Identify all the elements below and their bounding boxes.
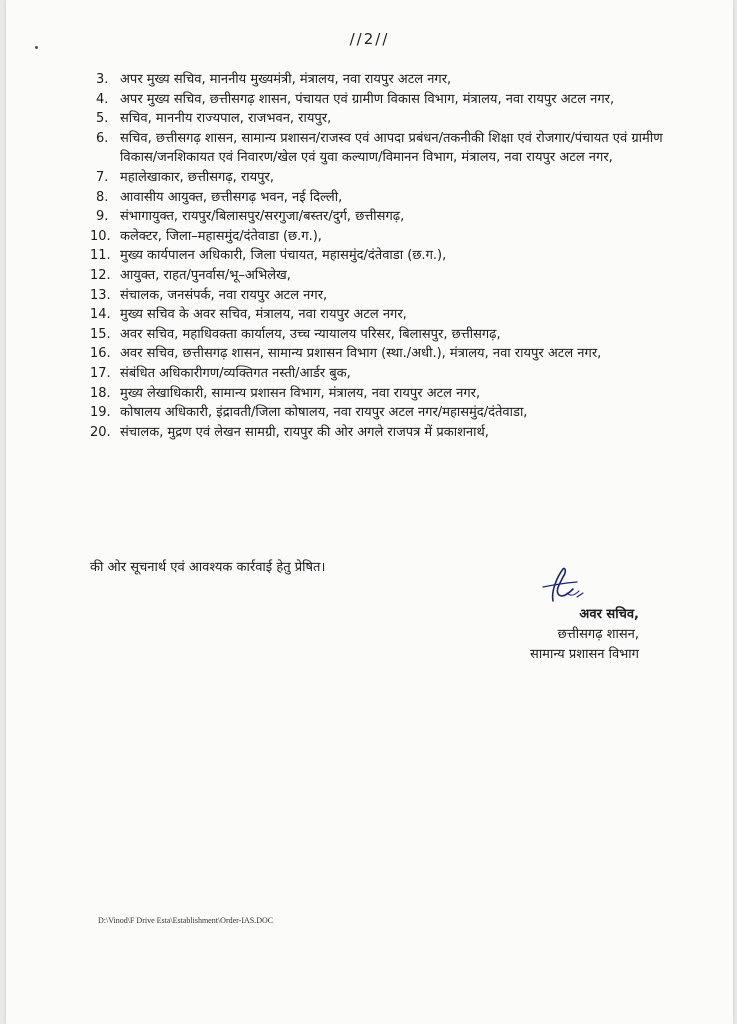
list-item-text: सचिव, माननीय राज्यपाल, राजभवन, रायपुर, [120, 111, 332, 127]
list-item [90, 423, 670, 443]
page-number: //2// [349, 30, 390, 48]
list-item-text: संचालक, मुद्रण एवं लेखन सामग्री, रायपुर की ओर अगले राजपत्र में प्रकाशनार्थ, [120, 424, 489, 440]
list-item-number: 3. [96, 72, 109, 87]
list-item-text: सचिव, छत्तीसगढ़ शासन, सामान्य प्रशासन/राजस्व एवं आपदा प्रबंधन/तकनीकी शिक्षा एवं रोजगार/पंचायत एवं ग्रामीण विकास/जनशिकायत एवं निवारण/खेल एवं युवा कल्याण/विमानन विभाग, मंत्रालय, नवा रायपुर अटल नगर, [120, 130, 663, 166]
document-page [6, 0, 733, 1024]
list-item [90, 129, 670, 168]
list-item-number: 4. [96, 91, 109, 107]
list-item-text: संचालक, जनसंपर्क, नवा रायपुर अटल नगर, [120, 287, 328, 303]
list-item-number: 13. [90, 287, 111, 303]
list-item-number: 18. [90, 385, 111, 401]
list-item-number: 16. [90, 346, 111, 362]
list-item-text: अवर सचिव, छत्तीसगढ़ शासन, सामान्य प्रशासन विभाग (स्था./अधी.), मंत्रालय, नवा रायपुर अटल नगर, [120, 346, 602, 362]
signatory-government: छत्तीसगढ़ शासन, [557, 627, 639, 642]
list-item-number: 15. [90, 326, 111, 342]
list-item-number: 11. [90, 248, 111, 264]
distribution-list [90, 70, 670, 442]
list-item [90, 168, 670, 188]
list-item-number: 10. [90, 228, 111, 244]
list-item [90, 90, 670, 110]
signatory-department: सामान्य प्रशासन विभाग [530, 647, 639, 662]
list-item-text: संभागायुक्त, रायपुर/बिलासपुर/सरगुजा/बस्तर/दुर्ग, छत्तीसगढ़, [120, 209, 405, 225]
list-item [90, 188, 670, 208]
closing-line: की ओर सूचनार्थ एवं आवश्यक कार्रवाई हेतु प्रेषित। [90, 560, 326, 575]
list-item-number: 12. [90, 267, 111, 283]
list-item-text: अपर मुख्य सचिव, माननीय मुख्यमंत्री, मंत्रालय, नवा रायपुर अटल नगर, [120, 72, 452, 87]
list-item [90, 246, 670, 266]
list-item-number: 19. [90, 405, 111, 421]
list-item-text: आवासीय आयुक्त, छत्तीसगढ़ भवन, नई दिल्ली, [120, 189, 343, 205]
list-item [90, 364, 670, 384]
list-item-text: महालेखाकार, छत्तीसगढ़, रायपुर, [120, 169, 275, 185]
list-item-number: 7. [96, 169, 109, 185]
list-item-text: संबंधित अधिकारीगण/व्यक्तिगत नस्ती/आर्डर बुक, [120, 365, 351, 381]
list-item [90, 266, 670, 286]
list-item-text: अवर सचिव, महाधिवक्ता कार्यालय, उच्च न्यायालय परिसर, बिलासपुर, छत्तीसगढ़, [120, 326, 501, 342]
list-item-text: मुख्य सचिव के अवर सचिव, मंत्रालय, नवा रायपुर अटल नगर, [120, 307, 407, 323]
list-item-number: 5. [96, 111, 109, 127]
list-item-number: 20. [90, 424, 111, 440]
list-item-text: मुख्य लेखाधिकारी, सामान्य प्रशासन विभाग, मंत्रालय, नवा रायपुर अटल नगर, [120, 385, 481, 401]
list-item [90, 286, 670, 306]
list-item-text: मुख्य कार्यपालन अधिकारी, जिला पंचायत, महासमुंद/दंतेवाडा (छ.ग.), [120, 248, 447, 264]
list-item-number: 14. [90, 307, 111, 323]
list-item [90, 70, 670, 90]
list-item-number: 8. [96, 189, 109, 205]
handwritten-signature [513, 565, 603, 605]
list-item-number: 17. [90, 365, 111, 381]
list-item [90, 384, 670, 404]
list-item [90, 344, 670, 364]
list-item [90, 109, 670, 129]
list-item [90, 325, 670, 345]
signatory-title: अवर सचिव, [579, 607, 639, 622]
list-item [90, 227, 670, 247]
list-item [90, 207, 670, 227]
list-item-number: 6. [96, 130, 109, 146]
list-item [90, 305, 670, 325]
list-item-text: आयुक्त, राहत/पुनर्वास/भू–अभिलेख, [120, 267, 291, 283]
list-item [90, 403, 670, 423]
list-item-text: कोषालय अधिकारी, इंद्रावती/जिला कोषालय, नवा रायपुर अटल नगर/महासमुंद/दंतेवाडा, [120, 405, 528, 421]
list-item-number: 9. [96, 209, 109, 225]
signature-block [469, 565, 639, 665]
list-item-text: अपर मुख्य सचिव, छत्तीसगढ़ शासन, पंचायत एवं ग्रामीण विकास विभाग, मंत्रालय, नवा रायपुर अटल नगर, [120, 91, 615, 107]
list-item-text: कलेक्टर, जिला–महासमुंद/दंतेवाडा (छ.ग.), [120, 228, 322, 244]
file-path: D:\Vinod\F Drive Esta\Establishment\Order-IAS.DOC [98, 916, 274, 925]
